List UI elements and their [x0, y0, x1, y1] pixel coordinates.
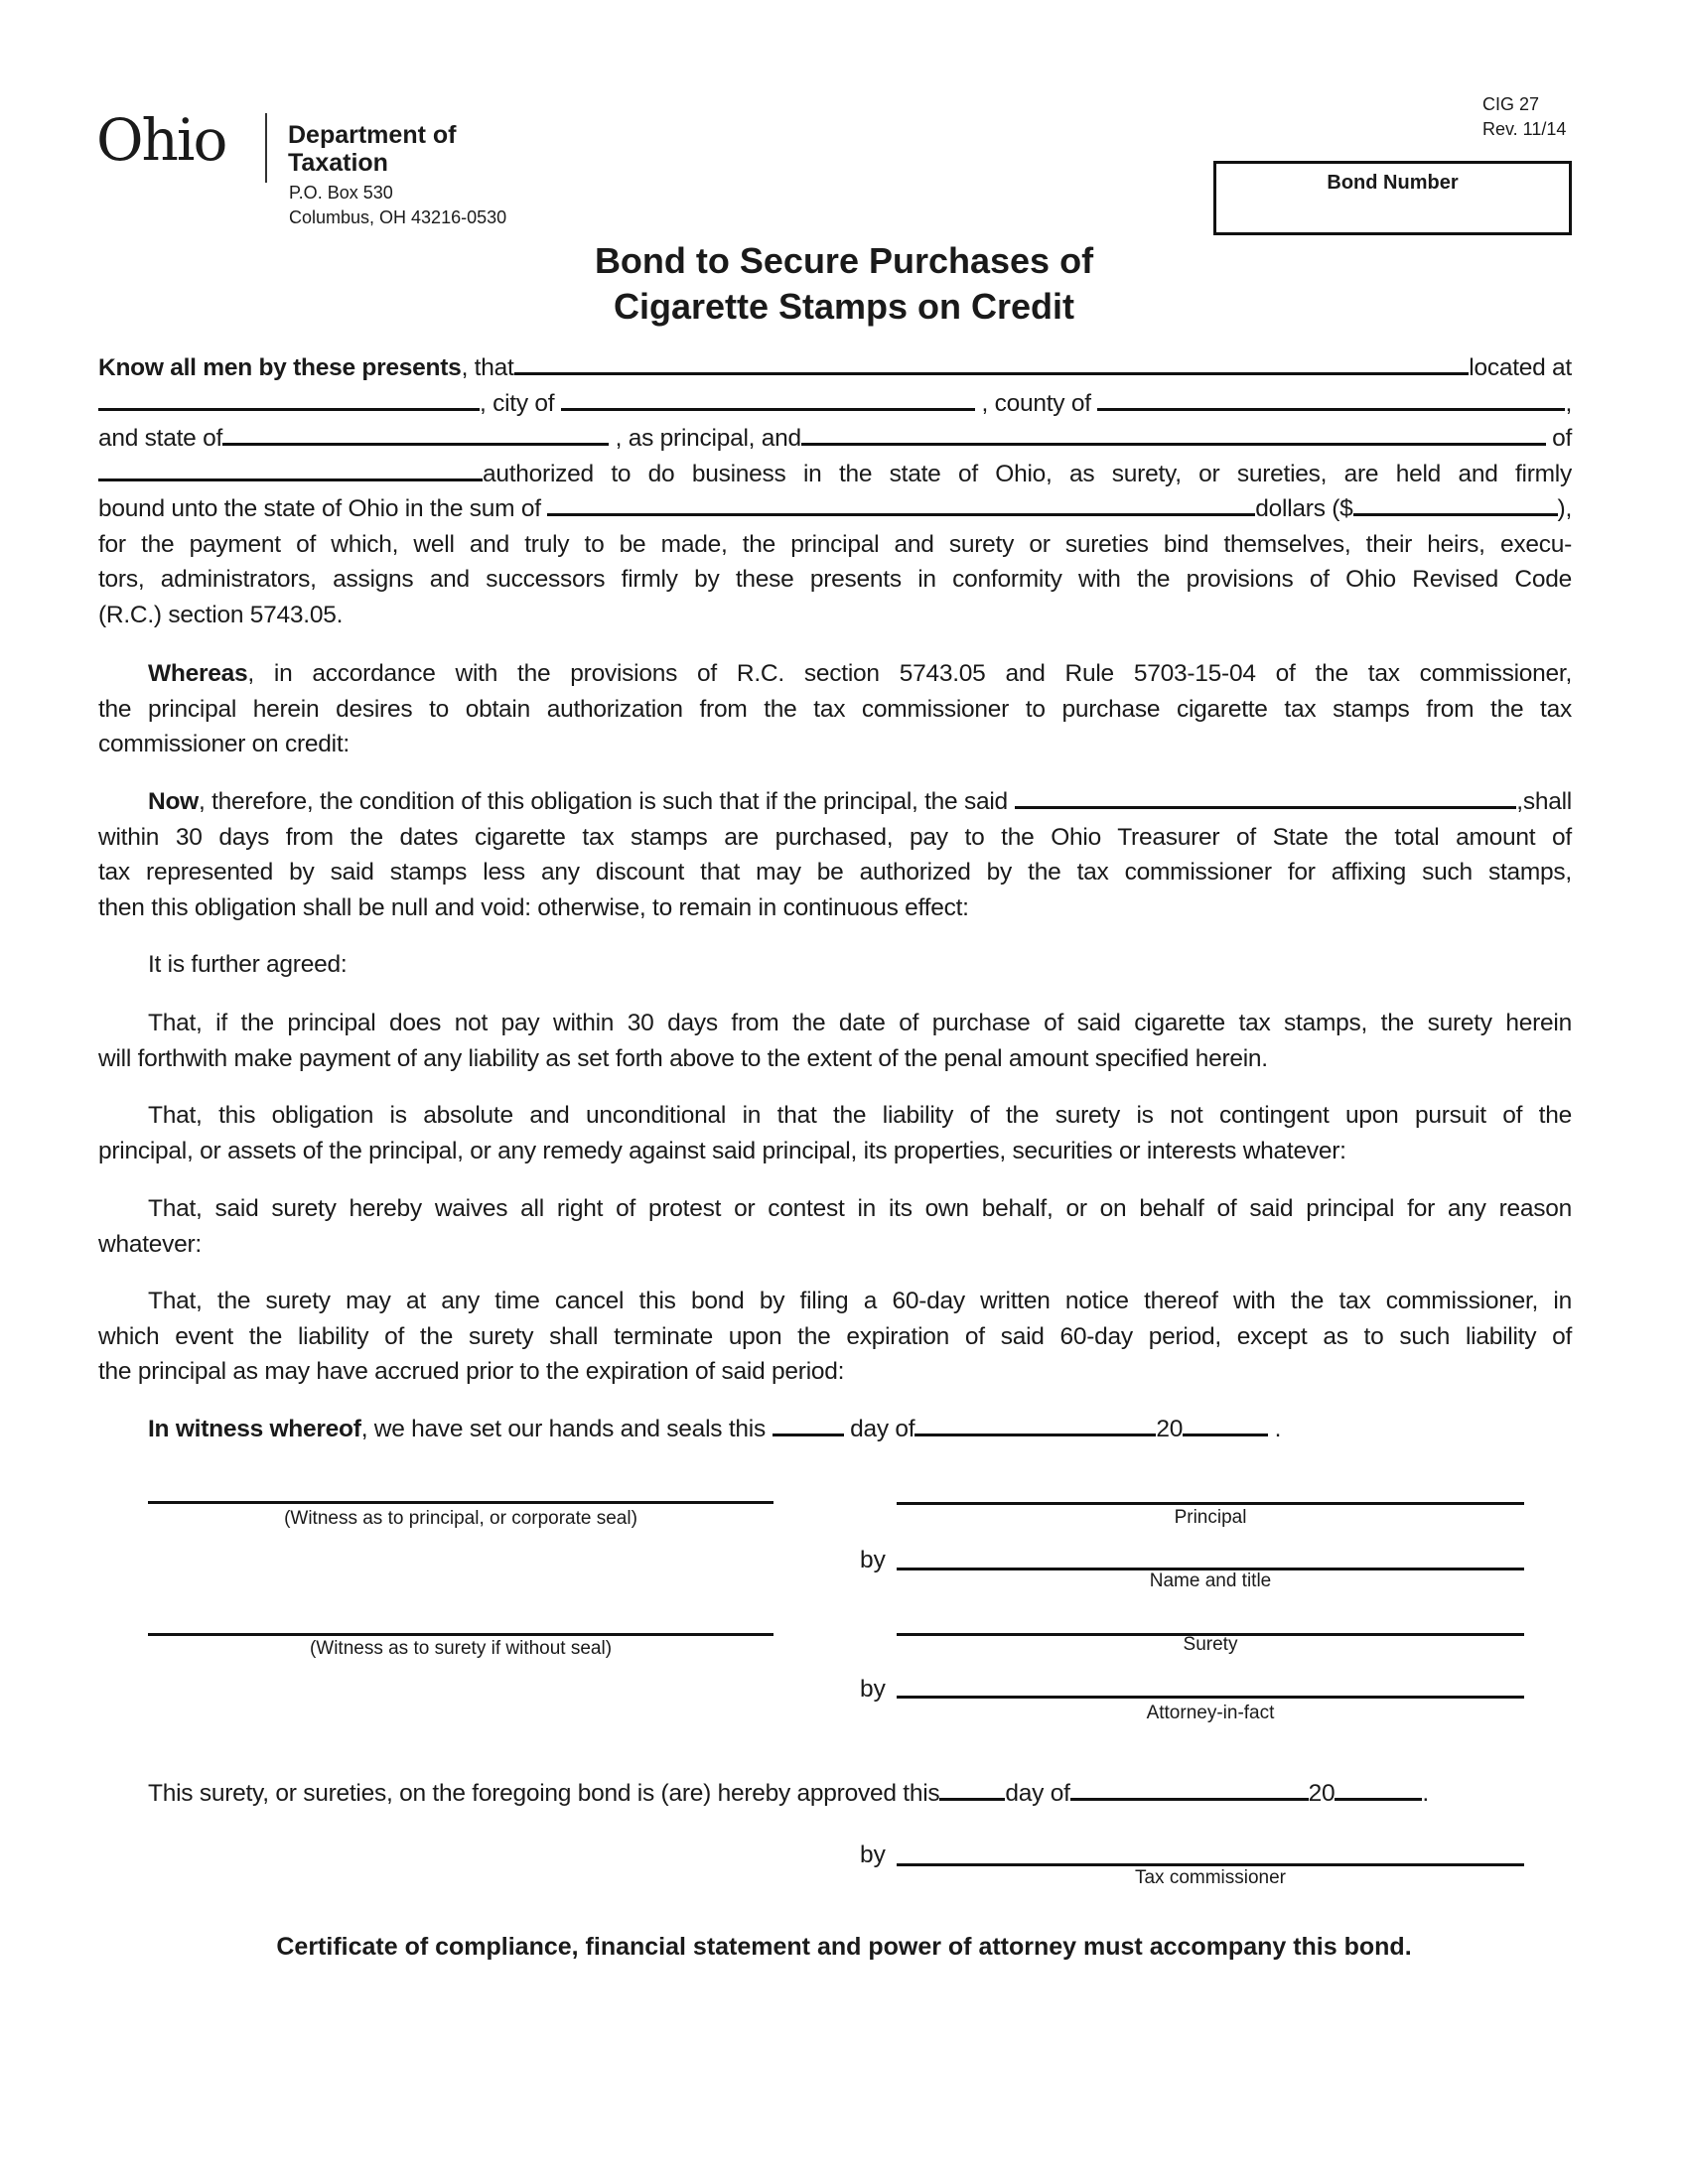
text: and state of: [98, 425, 223, 452]
text: located at: [1469, 354, 1572, 381]
text: , city of: [480, 389, 555, 417]
text: commissioner on credit:: [98, 731, 350, 757]
whereas-paragraph: [98, 656, 1572, 762]
bond-number-field[interactable]: [1213, 161, 1572, 235]
intro-lead: Know all men by these presents: [98, 354, 462, 381]
tax-commissioner-signature-line[interactable]: [897, 1863, 1524, 1866]
text: principal, or assets of the principal, or any remedy against said principal, its properties, securities or interests whatever:: [98, 1137, 1346, 1164]
witness-surety-signature-line[interactable]: [148, 1633, 774, 1636]
text: This surety, or sureties, on the foregoing bond is (are) hereby approved this: [148, 1780, 940, 1807]
principal-signature-line[interactable]: [897, 1502, 1524, 1505]
principal-said-field[interactable]: [1015, 786, 1517, 809]
text: ,shall: [1516, 788, 1572, 815]
text: for the payment of which, well and truly to be made, the principal and surety or sureties bind themselves, their heirs, execu-: [98, 530, 1572, 558]
ohio-logo: Ohio: [96, 106, 226, 174]
department-name: [288, 121, 456, 177]
witness-principal-caption: (Witness as to principal, or corporate seal): [284, 1508, 637, 1529]
clause-4: [98, 1284, 1572, 1390]
text: tors, administrators, assigns and successors firmly by these presents in conformity with the provisions of Ohio Revised Code: [98, 566, 1572, 593]
certificate-notice: Certificate of compliance, financial statement and power of attorney must accompany this bond.: [276, 1933, 1412, 1961]
witness-surety-caption: (Witness as to surety if without seal): [309, 1638, 613, 1659]
text: That, the surety may at any time cancel this bond by filing a 60-day written notice thereof with the tax commissioner, in: [148, 1288, 1572, 1314]
text: will forthwith make payment of any liability as set forth above to the extent of the penal amount specified herein.: [98, 1044, 1268, 1072]
tax-commissioner-caption: Tax commissioner: [1134, 1867, 1287, 1888]
text: , county of: [981, 389, 1091, 417]
now-paragraph: [98, 784, 1572, 925]
text: bound unto the state of Ohio in the sum of: [98, 495, 541, 522]
clause-1: [98, 1006, 1572, 1076]
text: 20: [1308, 1780, 1336, 1807]
attorney-caption: Attorney-in-fact: [1146, 1703, 1275, 1723]
clause-3: [98, 1191, 1572, 1262]
text: , therefore, the condition of this obligation is such that if the principal, the said: [198, 788, 1008, 815]
text: .: [1274, 1416, 1282, 1442]
department-line2: Taxation: [288, 149, 388, 177]
by-label: by: [860, 1676, 886, 1703]
form-id: [1482, 92, 1566, 142]
text: tax represented by said stamps less any discount that may be authorized by the tax commissioner for affixing such stamps,: [98, 859, 1572, 886]
by-label: by: [860, 1547, 886, 1573]
page-title: [0, 238, 1688, 330]
text: the principal herein desires to obtain authorization from the tax commissioner to purchase cigarette tax stamps from the tax: [98, 695, 1572, 723]
name-title-caption: Name and title: [1149, 1570, 1272, 1591]
text: whatever:: [98, 1230, 202, 1258]
department-line1: Department of: [288, 121, 457, 149]
address-line1: P.O. Box 530: [289, 183, 393, 203]
address-field[interactable]: [98, 388, 480, 411]
text: day of: [850, 1416, 915, 1442]
surety-caption: Surety: [1183, 1634, 1238, 1655]
title-line2: Cigarette Stamps on Credit: [613, 286, 1075, 327]
text: , that: [461, 354, 514, 381]
text: ,: [1565, 389, 1572, 417]
witness-principal-signature-line[interactable]: [148, 1501, 774, 1504]
form-revision: Rev. 11/14: [1482, 119, 1567, 139]
department-address: [289, 181, 506, 230]
approval-year-field[interactable]: [1335, 1778, 1422, 1801]
witness-month-field[interactable]: [914, 1414, 1156, 1436]
text: then this obligation shall be null and void: otherwise, to remain in continuous effect:: [98, 893, 969, 921]
witness-paragraph: [98, 1412, 1572, 1447]
text: , as principal, and: [615, 425, 801, 452]
surety-name-field[interactable]: [801, 423, 1546, 446]
logo-divider: [265, 113, 267, 183]
approval-paragraph: [98, 1776, 1572, 1812]
bond-number-label: Bond Number: [1327, 172, 1459, 194]
title-line1: Bond to Secure Purchases of: [594, 240, 1094, 281]
sum-words-field[interactable]: [547, 493, 1255, 516]
text: which event the liability of the surety shall terminate upon the expiration of said 60-day period, except as to such liability of: [98, 1322, 1572, 1350]
further-agreed: [98, 947, 1572, 983]
text: It is further agreed:: [148, 951, 348, 978]
state-field[interactable]: [222, 423, 609, 446]
sum-amount-field[interactable]: [1353, 493, 1558, 516]
witness-year-field[interactable]: [1183, 1414, 1268, 1436]
address-line2: Columbus, OH 43216-0530: [289, 207, 507, 227]
text: ),: [1557, 495, 1572, 522]
text: (R.C.) section 5743.05.: [98, 601, 344, 628]
by-label: by: [860, 1842, 886, 1868]
surety-location-field[interactable]: [98, 459, 483, 481]
text: day of: [1005, 1780, 1070, 1807]
approval-day-field[interactable]: [939, 1778, 1005, 1801]
whereas-lead: Whereas: [148, 660, 248, 687]
text: authorized to do business in the state of Ohio, as surety, or sureties, are held and firmly: [483, 460, 1572, 487]
principal-caption: Principal: [1174, 1507, 1247, 1528]
principal-name-field[interactable]: [514, 352, 1470, 375]
text: That, said surety hereby waives all right of protest or contest in its own behalf, or on behalf of said principal for any reason: [148, 1195, 1572, 1222]
witness-day-field[interactable]: [773, 1414, 844, 1436]
text: dollars ($: [1255, 495, 1353, 522]
text: the principal as may have accrued prior to the expiration of said period:: [98, 1358, 845, 1385]
now-lead: Now: [148, 788, 199, 815]
text: within 30 days from the dates cigarette tax stamps are purchased, pay to the Ohio Treasurer of State the total amount of: [98, 823, 1572, 851]
text: That, this obligation is absolute and unconditional in that the liability of the surety is not contingent upon pursuit of the: [148, 1102, 1572, 1129]
text: 20: [1156, 1416, 1184, 1442]
form-number: CIG 27: [1482, 94, 1540, 114]
clause-2: [98, 1098, 1572, 1168]
text: , we have set our hands and seals this: [360, 1416, 766, 1442]
text: That, if the principal does not pay within 30 days from the date of purchase of said cigarette tax stamps, the surety herein: [148, 1010, 1572, 1036]
witness-lead: In witness whereof: [148, 1416, 361, 1442]
text: , in accordance with the provisions of R.C. section 5743.05 and Rule 5703-15-04 of the tax commissioner,: [247, 660, 1572, 687]
approval-month-field[interactable]: [1070, 1778, 1309, 1801]
county-field[interactable]: [1097, 388, 1565, 411]
attorney-signature-line[interactable]: [897, 1696, 1524, 1699]
text: .: [1422, 1780, 1429, 1807]
intro-paragraph: [98, 350, 1572, 632]
text: of: [1552, 425, 1572, 452]
city-field[interactable]: [561, 388, 975, 411]
